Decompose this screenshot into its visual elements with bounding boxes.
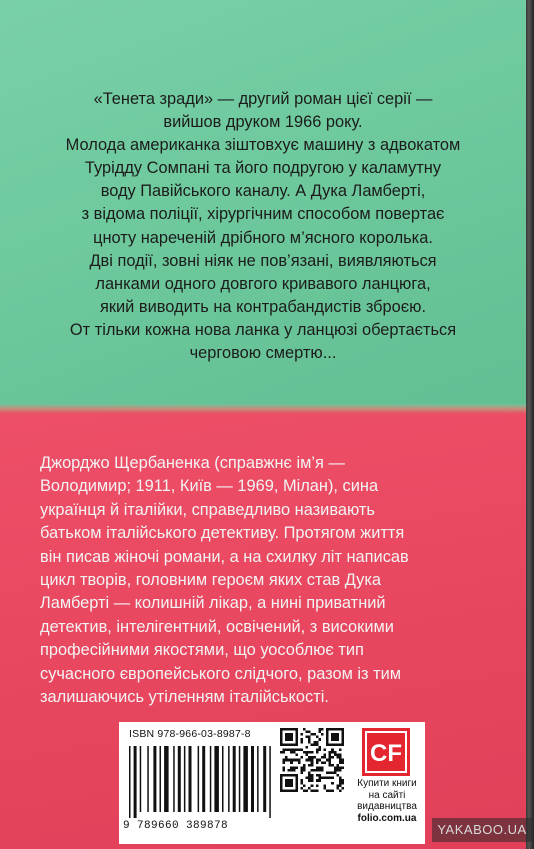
bio-line: Джорджо Щербаненка (справжнє ім’я — bbox=[40, 454, 345, 472]
blurb-line: який виводить на контрабандистів зброєю. bbox=[99, 297, 427, 316]
barcode-icon bbox=[125, 746, 275, 818]
blurb-line: Турідду Сомпані та його подругою у каламутну bbox=[84, 159, 442, 178]
barcode-number: 9 789660 389878 bbox=[123, 820, 229, 832]
publisher-logo-icon bbox=[362, 728, 410, 776]
bio-line: детектив, інтелігентний, освічений, з високими bbox=[40, 617, 394, 636]
bio-line: Володимир; 1911, Київ — 1969, Мілан), сина bbox=[40, 477, 379, 496]
publisher-url-link[interactable]: folio.com.ua bbox=[357, 812, 417, 824]
blurb-line: черговою смертю... bbox=[189, 344, 337, 363]
bio-line: сучасного європейського слідчого, разом із тим bbox=[40, 664, 402, 683]
isbn-label: ISBN 978-966-03-8987-8 bbox=[129, 728, 251, 740]
blurb-line: з відома поліції, хірургічним способом повертає bbox=[81, 205, 445, 224]
blurb-line: От тільки кожна нова ланка у ланцюзі обертається bbox=[69, 320, 457, 339]
bio-line: цикл творів, головним героєм яких став Дука bbox=[40, 571, 382, 590]
buy-line: Купити книги bbox=[357, 778, 417, 789]
bio-line: він писав жіночі романи, а на схилку літ написав bbox=[40, 547, 409, 566]
watermark: YAKABOO.UA bbox=[432, 818, 532, 842]
imprint-box bbox=[119, 722, 425, 844]
blurb-line: цноту нареченій дрібного м’ясного королька. bbox=[93, 228, 433, 247]
blurb-line: вийшов друком 1966 року. bbox=[163, 113, 363, 132]
bio-line: професійними якостями, що уособлює тип bbox=[40, 641, 364, 660]
bio-line: українця й італійки, справедливо називають bbox=[40, 500, 375, 519]
qr-code-icon[interactable] bbox=[280, 728, 344, 792]
bio-line: залишаючись утіленням італійськості. bbox=[40, 688, 329, 707]
panel-divider bbox=[0, 404, 526, 414]
buy-online-note bbox=[351, 778, 423, 824]
publisher-logo-text: CF bbox=[370, 740, 402, 767]
bio-line: Ламберті — колишній лікар, а нині приватний bbox=[40, 594, 386, 613]
author-bio bbox=[40, 452, 510, 709]
blurb-line: Дві події, зовні ніяк не пов’язані, виявляються bbox=[89, 251, 437, 270]
blurb-line: ланками одного довгого кривавого ланцюга, bbox=[95, 274, 431, 293]
blurb-line: Молода американка зіштовхує машину з адвокатом bbox=[65, 136, 461, 155]
buy-line: на сайті bbox=[368, 789, 406, 801]
bio-line: батьком італійського детективу. Протягом життя bbox=[40, 524, 405, 543]
book-edge bbox=[526, 0, 534, 849]
buy-line: видавництва bbox=[357, 801, 417, 812]
book-blurb bbox=[14, 88, 512, 365]
blurb-line: «Тенета зради» — другий роман цієї серії — bbox=[93, 90, 433, 108]
blurb-line: воду Павійського каналу. А Дука Ламберті, bbox=[100, 182, 426, 201]
